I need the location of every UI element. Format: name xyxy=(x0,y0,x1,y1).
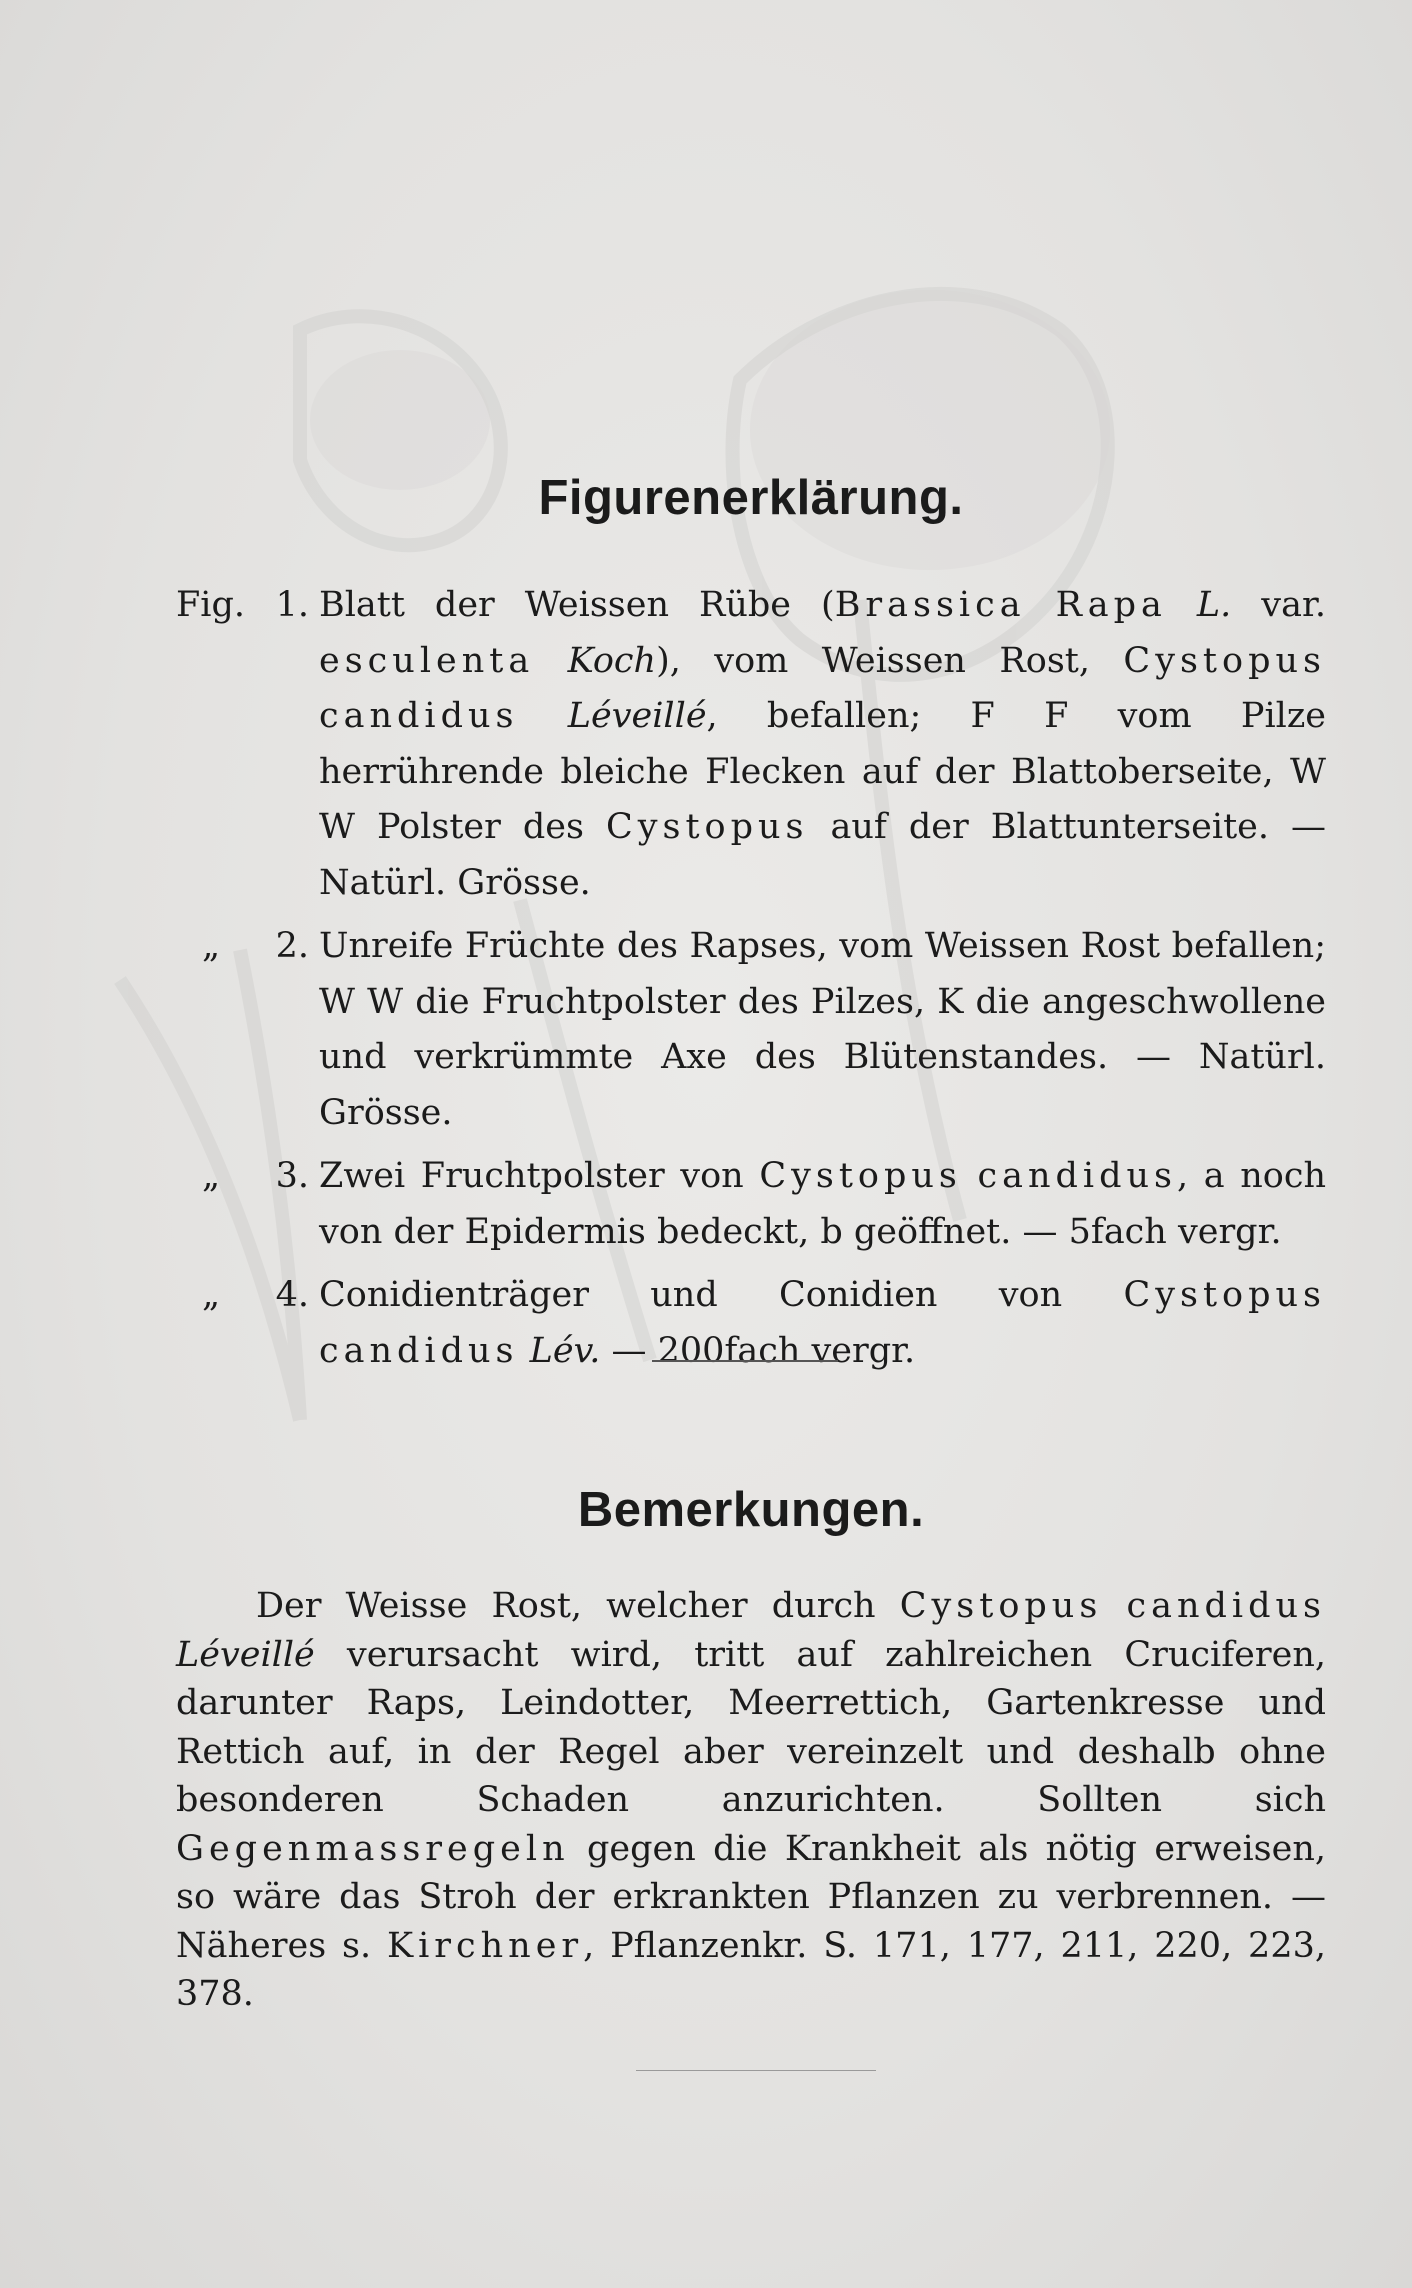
spaced-text: Cystopus xyxy=(1123,640,1326,681)
italic-text: L. xyxy=(1196,585,1232,625)
figure-caption xyxy=(319,919,1326,1141)
text-run: Zwei Fruchtpolster von xyxy=(319,1156,760,1196)
italic-text: Léveillé xyxy=(567,696,707,736)
text-run xyxy=(1167,585,1197,625)
spaced-text: candidus xyxy=(1126,1586,1326,1626)
text-run: auf der Blattunterseite. — Natürl. Grösse. xyxy=(319,807,1326,903)
spaced-text: candidus xyxy=(319,1330,519,1371)
text-run: , befallen; F F vom Pilze herrührende bleiche Flecken auf der Blattoberseite, W W Polster des xyxy=(319,696,1326,847)
text-run: , a noch von der Epidermis bedeckt, b geöffnet. — 5fach vergr. xyxy=(319,1156,1326,1252)
figure-caption xyxy=(319,1149,1326,1260)
figure-label: „ xyxy=(202,1275,221,1315)
text-run xyxy=(519,696,568,736)
spaced-text: Cystopus xyxy=(605,807,809,847)
spaced-text: candidus xyxy=(977,1156,1178,1196)
text-run: — 200fach vergr. xyxy=(600,1330,916,1371)
text-run xyxy=(962,1156,978,1196)
text-run xyxy=(1026,585,1056,625)
figure-item-2 xyxy=(176,919,1326,1141)
text-run: Conidienträger und Conidien von xyxy=(319,1275,1124,1315)
figure-number: 4. xyxy=(275,1275,309,1315)
spaced-text: Brassica xyxy=(834,585,1026,625)
figure-label: „ xyxy=(202,1156,221,1196)
figure-list xyxy=(176,578,1326,1387)
figure-item-4 xyxy=(176,1268,1326,1379)
spaced-text: Rapa xyxy=(1055,585,1167,625)
figures-heading: Figurenerklärung. xyxy=(538,471,964,525)
figure-item-1 xyxy=(176,578,1326,911)
text-run: Unreife Früchte des Rapses, vom Weissen Rost befallen; W W die Fruchtpolster des Pilzes, K die angeschwollene und verkrümmte Axe des Blütenstandes. — Natürl. Grösse. xyxy=(319,926,1326,1133)
figure-number: 3. xyxy=(275,1156,309,1196)
italic-text: Léveillé xyxy=(176,1634,315,1675)
spaced-text: esculenta xyxy=(319,640,535,681)
text-run xyxy=(519,1331,530,1371)
spaced-text: Kirchner xyxy=(386,1925,584,1966)
italic-text: Koch xyxy=(567,640,657,681)
spaced-text: Gegenmassregeln xyxy=(176,1828,570,1869)
remarks-paragraph xyxy=(176,1582,1326,2019)
text-run: ), vom Weissen Rost, xyxy=(656,640,1124,681)
figure-number: 2. xyxy=(275,926,309,966)
text-run xyxy=(1102,1586,1126,1626)
text-run: gegen die Krankheit als nötig erweisen, so wäre das Stroh der erkrankten Pflanzen zu verbrennen. — Näheres s. xyxy=(176,1828,1326,1966)
end-divider xyxy=(636,2070,876,2071)
text-run: Der Weisse Rost, welcher durch xyxy=(256,1586,900,1626)
spaced-text: candidus xyxy=(319,696,519,736)
spaced-text: Cystopus xyxy=(1123,1275,1326,1315)
figure-caption xyxy=(319,578,1326,911)
text-run xyxy=(534,641,567,681)
text-run: Blatt der Weissen Rübe ( xyxy=(319,585,835,625)
figure-label: „ xyxy=(202,926,221,966)
text-run: verursacht wird, tritt auf zahlreichen Cruciferen, darunter Raps, Leindotter, Meerrettich, Gartenkresse und Rettich auf, in der Regel aber vereinzelt und deshalb ohne besonderen Schaden anzurichten. Sollten sich xyxy=(176,1634,1326,1820)
text-run: var. xyxy=(1231,585,1326,625)
text-run: , Pflanzenkr. S. 171, 177, 211, 220, 223, 378. xyxy=(176,1925,1326,2014)
italic-text: Lév. xyxy=(529,1330,601,1371)
remarks-heading: Bemerkungen. xyxy=(577,1483,925,1537)
spaced-text: Cystopus xyxy=(759,1156,962,1196)
figure-item-3 xyxy=(176,1149,1326,1260)
section-divider xyxy=(652,1360,838,1362)
spaced-text: Cystopus xyxy=(899,1586,1103,1626)
figure-caption xyxy=(319,1268,1326,1379)
figure-number: 1. xyxy=(275,585,309,625)
figure-label: Fig. xyxy=(176,585,246,625)
